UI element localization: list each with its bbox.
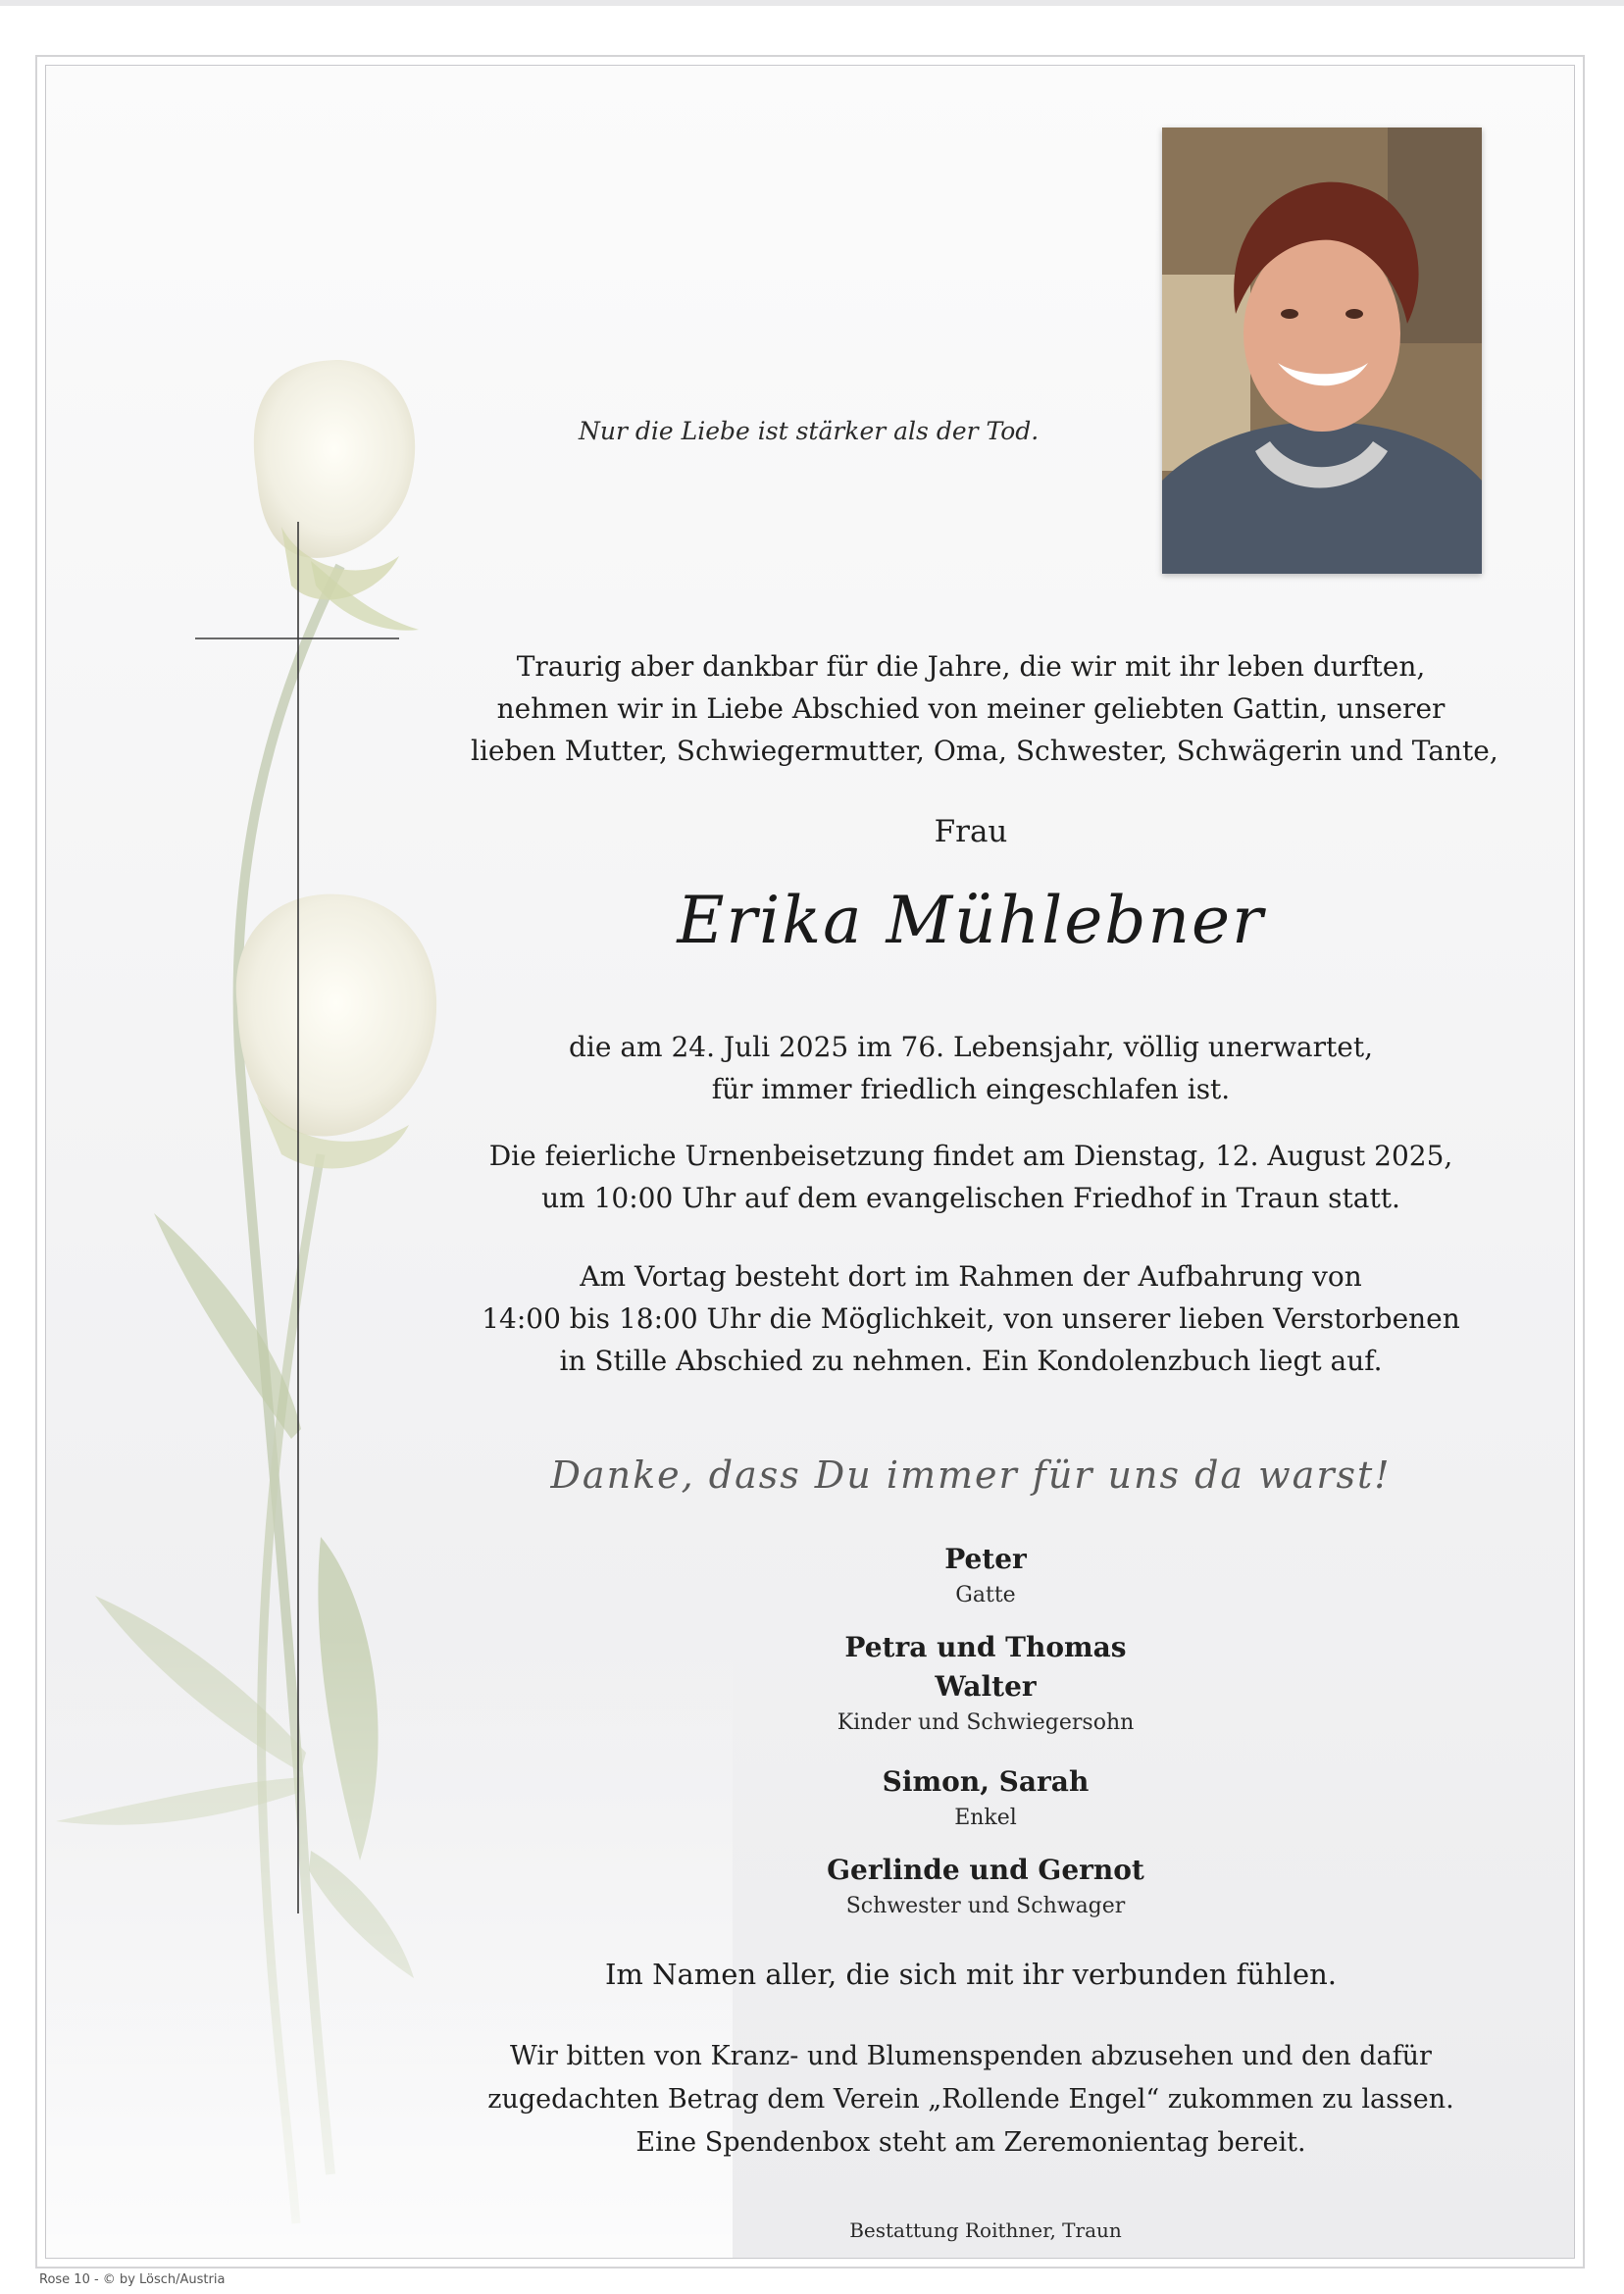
mourner-entry bbox=[740, 1851, 1231, 1923]
intro-line: lieben Mutter, Schwiegermutter, Oma, Schwester, Schwägerin und Tante, bbox=[471, 735, 1498, 767]
mourner-role: Enkel bbox=[954, 1806, 1017, 1830]
death-notice bbox=[471, 1026, 1471, 1110]
ceremony-line: um 10:00 Uhr auf dem evangelischen Friedhof in Traun statt. bbox=[541, 1182, 1400, 1214]
mourner-role: Gatte bbox=[955, 1583, 1016, 1607]
viewing-line: in Stille Abschied zu nehmen. Ein Kondolenzbuch liegt auf. bbox=[559, 1345, 1383, 1377]
funeral-home: Bestattung Roithner, Traun bbox=[849, 2218, 1122, 2242]
portrait-photo bbox=[1162, 127, 1482, 574]
mourner-name: Walter bbox=[935, 1670, 1037, 1703]
deceased-name: Erika Mühlebner bbox=[677, 883, 1265, 958]
viewing-info bbox=[471, 1255, 1471, 1382]
request-line: Eine Spendenbox steht am Zeremonientag bereit. bbox=[635, 2127, 1306, 2158]
mourner-role: Kinder und Schwiegersohn bbox=[837, 1710, 1135, 1735]
donation-request bbox=[471, 2035, 1471, 2165]
request-line: zugedachten Betrag dem Verein „Rollende Engel“ zukommen zu lassen. bbox=[487, 2084, 1454, 2115]
ceremony-info bbox=[471, 1135, 1471, 1219]
mourner-name: Gerlinde und Gernot bbox=[827, 1854, 1144, 1886]
mourner-entry bbox=[789, 1762, 1182, 1835]
viewing-line: Am Vortag besteht dort im Rahmen der Aufbahrung von bbox=[580, 1260, 1362, 1293]
intro-text bbox=[471, 645, 1498, 772]
salutation: Frau bbox=[934, 814, 1008, 849]
intro-line: nehmen wir in Liebe Abschied von meiner geliebten Gattin, unserer bbox=[496, 692, 1446, 725]
mourner-name: Peter bbox=[944, 1543, 1027, 1575]
intro-line: Traurig aber dankbar für die Jahre, die wir mit ihr leben durften, bbox=[516, 650, 1426, 683]
motto: Nur die Liebe ist stärker als der Tod. bbox=[579, 417, 1040, 445]
death-line: für immer friedlich eingeschlafen ist. bbox=[711, 1073, 1231, 1105]
viewing-line: 14:00 bis 18:00 Uhr die Möglichkeit, von unserer lieben Verstorbenen bbox=[482, 1302, 1460, 1335]
mourner-name: Simon, Sarah bbox=[882, 1765, 1090, 1798]
mourner-role: Schwester und Schwager bbox=[845, 1894, 1126, 1918]
copyright-note: Rose 10 - © by Lösch/Austria bbox=[39, 2272, 226, 2287]
top-edge bbox=[0, 0, 1624, 6]
request-line: Wir bitten von Kranz- und Blumenspenden abzusehen und den dafür bbox=[510, 2041, 1432, 2071]
ceremony-line: Die feierliche Urnenbeisetzung findet am Dienstag, 12. August 2025, bbox=[488, 1140, 1453, 1172]
mourner-entry bbox=[789, 1540, 1182, 1612]
death-line: die am 24. Juli 2025 im 76. Lebensjahr, völlig unerwartet, bbox=[569, 1031, 1373, 1063]
mourner-name: Petra und Thomas bbox=[844, 1631, 1127, 1663]
thanks-quote: Danke, dass Du immer für uns da warst! bbox=[550, 1453, 1392, 1497]
mourner-entry bbox=[740, 1628, 1231, 1740]
closing-line: Im Namen aller, die sich mit ihr verbunden fühlen. bbox=[604, 1958, 1338, 1991]
